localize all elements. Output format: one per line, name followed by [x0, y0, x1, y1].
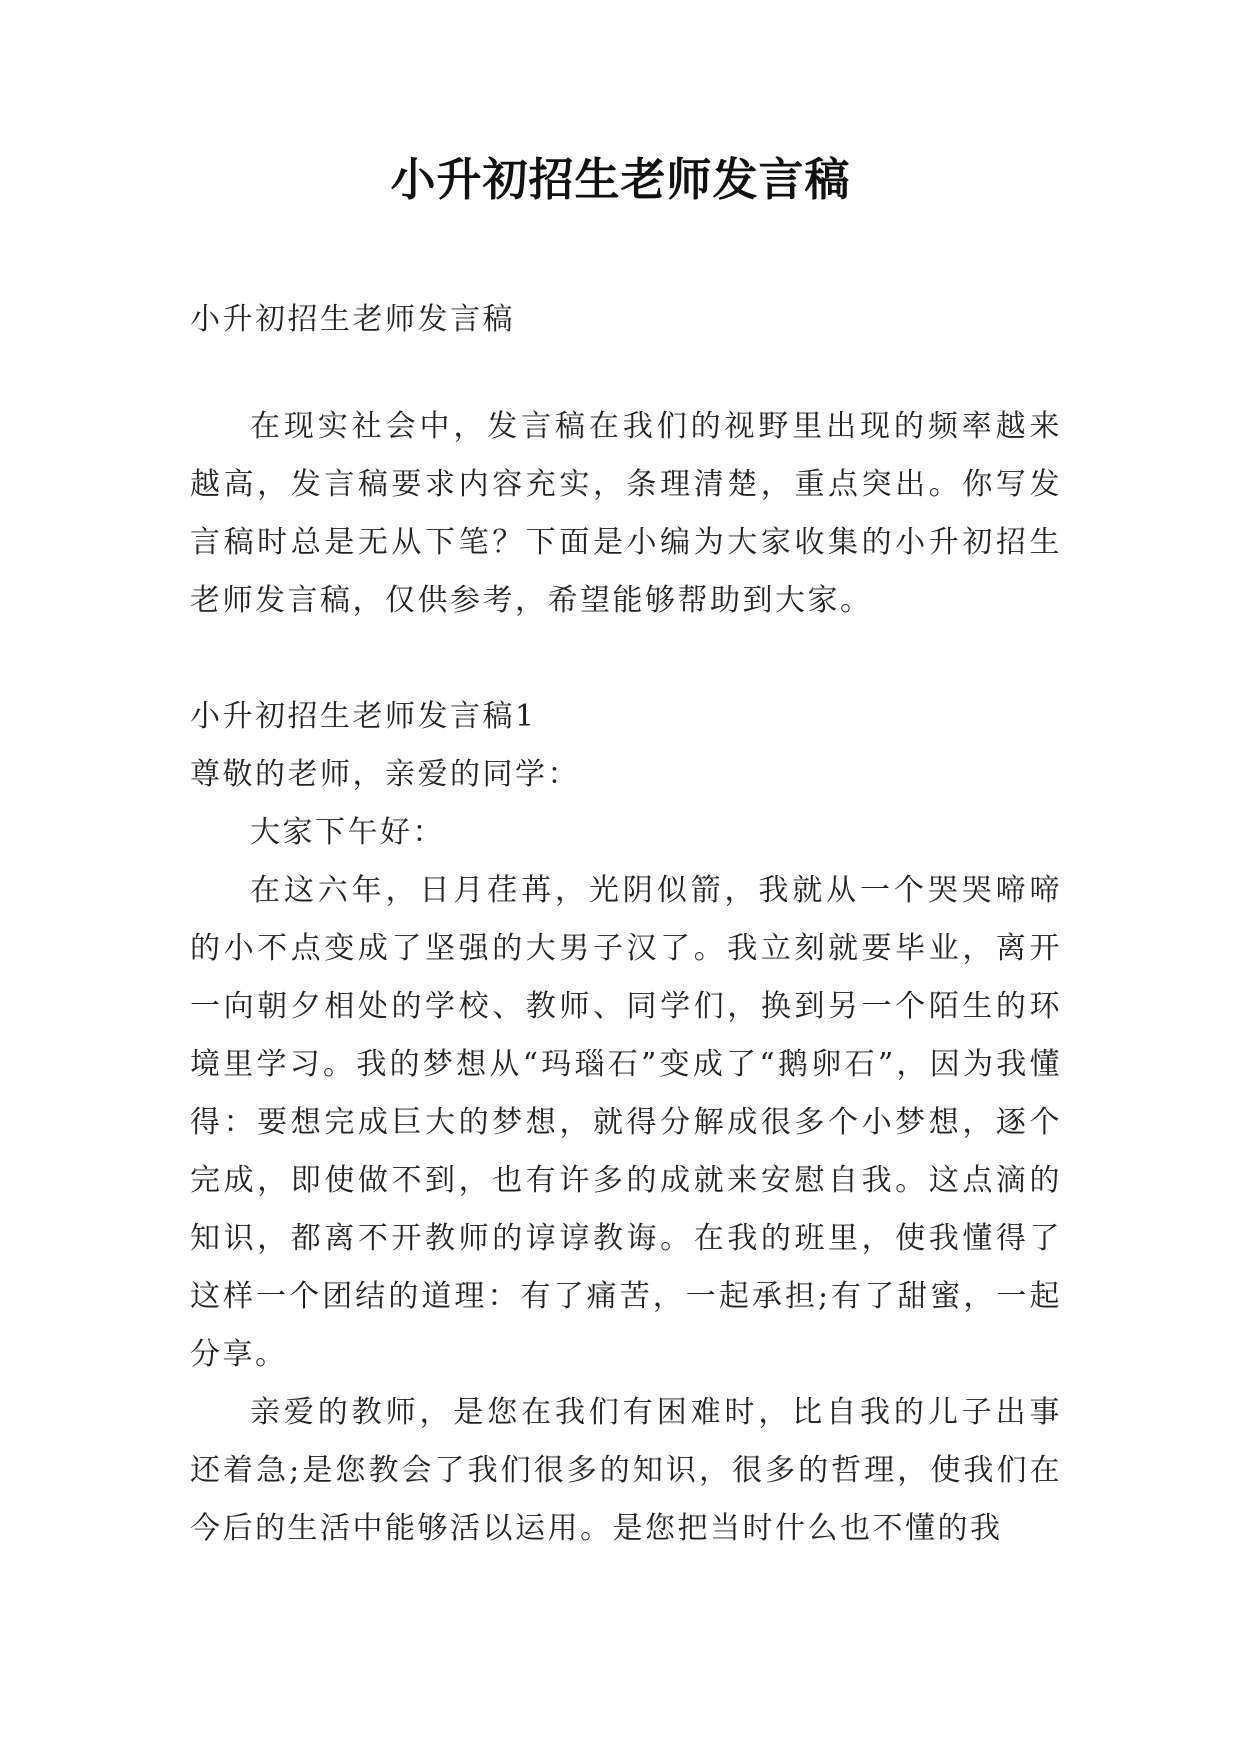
salutation: 尊敬的老师，亲爱的同学：	[190, 757, 580, 792]
speech-paragraph-2: 亲爱的教师，是您在我们有困难时，比自我的儿子出事还着急;是您教会了我们很多的知识，很多的哲理，使我们在今后的生活中能够活以运用。是您把当时什么也不懂的我	[190, 1395, 1062, 1546]
document-subtitle: 小升初招生老师发言稿	[190, 302, 515, 337]
intro-paragraph: 在现实社会中，发言稿在我们的视野里出现的频率越来越高，发言稿要求内容充实，条理清楚，重点突出。你写发言稿时总是无从下笔？下面是小编为大家收集的小升初招生老师发言稿，仅供参考，希望能够帮助到大家。	[190, 409, 1062, 618]
document-title: 小升初招生老师发言稿	[390, 153, 851, 206]
speech-paragraph-1: 在这六年，日月荏苒，光阴似箭，我就从一个哭哭啼啼的小不点变成了坚强的大男子汉了。我立刻就要毕业，离开一向朝夕相处的学校、教师、同学们，换到另一个陌生的环境里学习。我的梦想从“玛瑙石”变成了“鹅卵石”，因为我懂得：要想完成巨大的梦想，就得分解成很多个小梦想，逐个完成，即使做不到，也有许多的成就来安慰自我。这点滴的知识，都离不开教师的谆谆教诲。在我的班里，使我懂得了这样一个团结的道理：有了痛苦，一起承担;有了甜蜜，一起分享。	[190, 873, 1062, 1372]
speech-section	[190, 688, 1062, 1558]
section-heading: 小升初招生老师发言稿1	[190, 699, 537, 734]
greeting: 大家下午好：	[250, 815, 445, 850]
intro-section	[190, 398, 1062, 630]
